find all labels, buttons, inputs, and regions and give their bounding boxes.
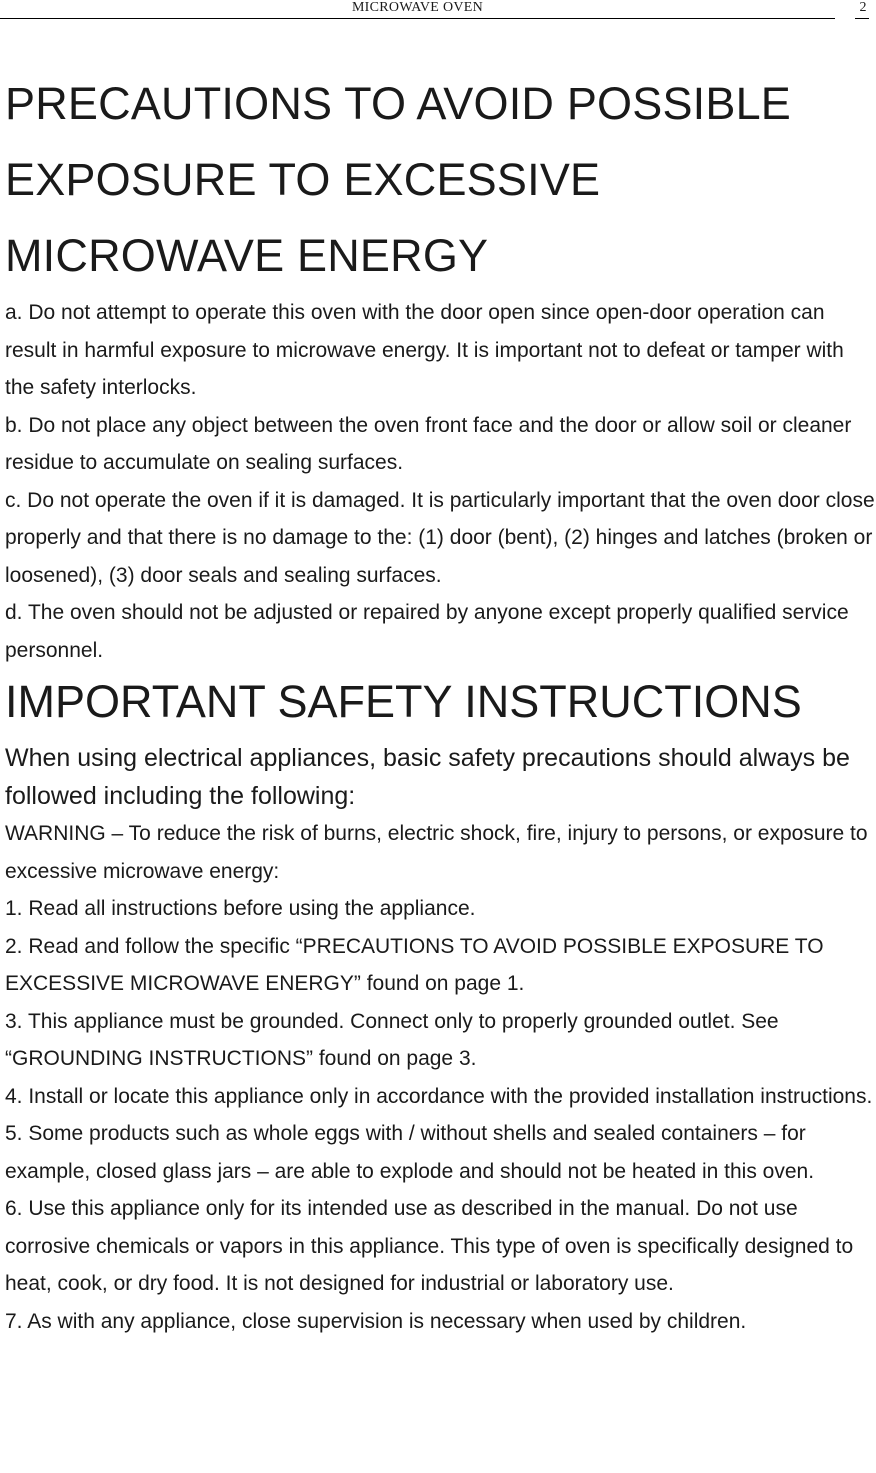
precautions-title: PRECAUTIONS TO AVOID POSSIBLE EXPOSURE TO EXCESSIVE MICROWAVE ENERGY bbox=[5, 78, 792, 281]
safety-item-5: 5. Some products such as whole eggs with / without shells and sealed containers – for example, closed glass jars – are able to explode and should not be heated in this oven. bbox=[5, 1122, 815, 1183]
header-rule bbox=[0, 18, 835, 19]
page-header bbox=[0, 0, 876, 24]
safety-warning: WARNING – To reduce the risk of burns, electric shock, fire, injury to persons, or exposure to excessive microwave energy: bbox=[5, 822, 868, 883]
precaution-item-b: b. Do not place any object between the oven front face and the door or allow soil or cleaner residue to accumulate on sealing surfaces. bbox=[5, 413, 852, 474]
page-content bbox=[5, 66, 875, 1340]
precaution-item-a: a. Do not attempt to operate this oven with the door open since open-door operation can result in harmful exposure to microwave energy. It is important not to defeat or tamper with the safety interlocks. bbox=[5, 301, 844, 399]
safety-title: IMPORTANT SAFETY INSTRUCTIONS bbox=[5, 676, 802, 727]
safety-item-7: 7. As with any appliance, close supervision is necessary when used by children. bbox=[5, 1309, 747, 1333]
safety-item-1: 1. Read all instructions before using the appliance. bbox=[5, 897, 476, 920]
safety-item-4: 4. Install or locate this appliance only in accordance with the provided installation instructions. bbox=[5, 1084, 873, 1108]
safety-item-3: 3. This appliance must be grounded. Connect only to properly grounded outlet. See “GROUNDING INSTRUCTIONS” found on page 3. bbox=[5, 1009, 779, 1070]
precaution-item-d: d. The oven should not be adjusted or repaired by anyone except properly qualified service personnel. bbox=[5, 601, 849, 662]
precautions-list bbox=[5, 294, 875, 669]
page-number: 2 bbox=[859, 0, 867, 15]
precaution-item-c: c. Do not operate the oven if it is damaged. It is particularly important that the oven door close properly and that there is no damage to the: (1) door (bent), (2) hinges and latches (broken or loosened), (3) door seals and sealing surfaces. bbox=[5, 488, 875, 587]
safety-list bbox=[5, 890, 875, 1340]
page-number-rule bbox=[855, 18, 869, 19]
safety-item-6: 6. Use this appliance only for its intended use as described in the manual. Do not use corrosive chemicals or vapors in this appliance. This type of oven is specifically designed to heat, cook, or dry food. It is not designed for industrial or laboratory use. bbox=[5, 1197, 854, 1295]
safety-item-2: 2. Read and follow the specific “PRECAUTIONS TO AVOID POSSIBLE EXPOSURE TO EXCESSIVE MICROWAVE ENERGY” found on page 1. bbox=[5, 934, 824, 995]
header-title: MICROWAVE OVEN bbox=[351, 0, 484, 15]
safety-intro: When using electrical appliances, basic safety precautions should always be followed including the following: bbox=[5, 744, 850, 810]
